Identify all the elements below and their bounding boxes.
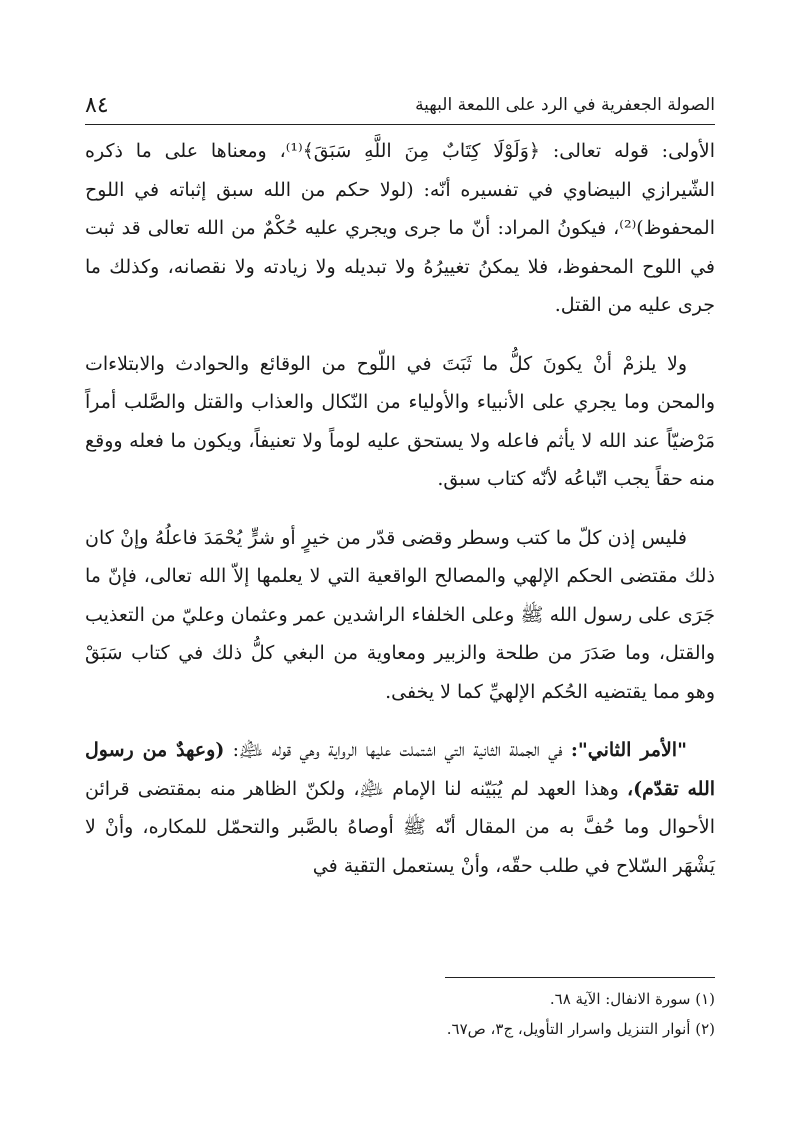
paragraph-4 — [85, 731, 715, 885]
page-number: ٨٤ — [85, 92, 109, 118]
running-header — [85, 88, 715, 122]
section-heading-second-matter: "الأمر الثاني": — [570, 739, 687, 761]
header-divider — [85, 124, 715, 125]
paragraph-2: ولا يلزمْ أنْ يكونَ كلُّ ما ثَبَتَ في اللّوح من الوقائع والحوادث والابتلاءات والمحن وما يجري على الأنبياء والأولياء من النّكال والعذاب والقتل والصَّلب أمراً مَرْضيّاً عند الله لا يأثم فاعله ولا يستحق عليه لوماً ولا تعنيفاً، ويكون ما فعله ووقع منه حقاً يجب اتّباعُه لأنّه كتاب سبق. — [85, 352, 715, 490]
footnote-divider — [445, 977, 715, 978]
footnote-2: (٢) أنوار التنزيل واسرار التأويل، ج٣، ص٦٧. — [446, 1020, 715, 1038]
book-title: الصولة الجعفرية في الرد على اللمعة البهية — [415, 95, 715, 115]
paragraph-4-text-a: في الجملة الثانية التي اشتملت عليها الرواية وهي قوله ﵇: — [224, 739, 571, 761]
paragraph-1: الأولى: قوله تعالى: ﴿وَلَوْلَا كِتَابٌ مِنَ اللَّهِ سَبَقَ﴾⁽¹⁾، ومعناها على ما ذكره الشّيرازي البيضاوي في تفسيره أنّه: (لولا حكم من الله سبق إثباته في اللوح المحفوظ)⁽²⁾، فيكونُ المراد: أنّ ما جرى ويجري عليه حُكْمٌ من الله تعالى قد ثبت في اللوح المحفوظ، فلا يمكنُ تغييرُهُ ولا تبديله ولا زيادته ولا نقصانه، وكذلك ما جرى عليه من القتل. — [85, 140, 715, 316]
quoted-narration: (وعهدٌ من رسول الله تقدّم)، — [85, 739, 716, 800]
footnotes — [85, 984, 715, 1044]
page-body — [85, 132, 715, 905]
footnote-1: (١) سورة الانفال: الآية ٦٨. — [549, 990, 715, 1008]
paragraph-4-text-b: وهذا العهد لم يُبَيّنه لنا الإمام ﵇، ولكنّ الظاهر منه بمقتضى قرائن الأحوال وما حُفَّ به من المقال أنّه ﷺ أوصاهُ بالصَّبر والتحمّل للمكاره، وأنْ لا يَشْهَر السّلاح في طلب حقّه، وأنْ يستعمل التقية في — [85, 777, 715, 877]
paragraph-3: فليس إذن كلّ ما كتب وسطر وقضى قدّر من خيرٍ أو شرٍّ يُحْمَدَ فاعلُهُ وإنْ كان ذلك مقتضى الحكم الإلهي والمصالح الواقعية التي لا يعلمها إلاّ الله تعالى، فإنّ ما جَرَى على رسول الله ﷺ وعلى الخلفاء الراشدين عمر وعثمان وعليّ من التعذيب والقتل، وما صَدَرَ من طلحة والزبير ومعاوية من البغي كلُّ ذلك في كتاب سَبَقْ وهو مما يقتضيه الحُكم الإلهيِّ كما لا يخفى. — [85, 526, 715, 703]
